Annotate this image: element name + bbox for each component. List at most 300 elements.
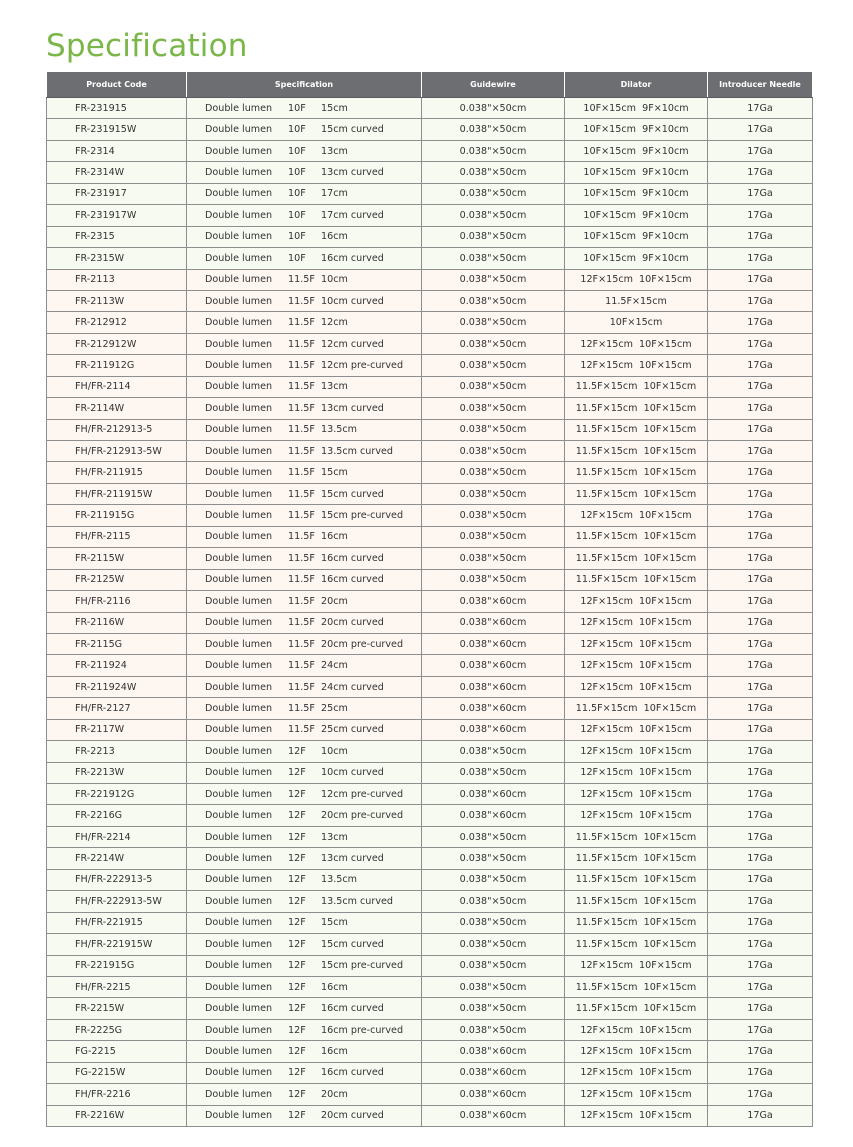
cell-guidewire: 0.038"×50cm [422,934,565,955]
cell-introducer-needle: 17Ga [708,269,813,290]
spec-lumen: Double lumen [205,767,273,779]
spec-lumen: Double lumen [205,574,273,586]
cell-product-code: FH/FR-221915W [47,934,187,955]
cell-guidewire: 0.038"×60cm [422,719,565,740]
cell-product-code: FR-2216W [47,1105,187,1126]
cell-dilator: 12F×15cm 10F×15cm [565,612,708,633]
cell-dilator: 12F×15cm 10F×15cm [565,333,708,354]
cell-guidewire: 0.038"×50cm [422,355,565,376]
cell-specification [187,934,422,955]
cell-guidewire: 0.038"×50cm [422,569,565,590]
spec-length: 16cm curved [321,1067,384,1079]
cell-dilator: 11.5F×15cm 10F×15cm [565,548,708,569]
table-row [47,333,813,354]
spec-length: 10cm curved [321,767,384,779]
cell-dilator: 11.5F×15cm 10F×15cm [565,976,708,997]
spec-lumen: Double lumen [205,1110,273,1122]
cell-dilator: 12F×15cm 10F×15cm [565,633,708,654]
table-row [47,462,813,483]
spec-length: 16cm curved [321,252,384,264]
table-row [47,355,813,376]
table-header-row [47,72,813,98]
cell-product-code: FH/FR-211915W [47,483,187,504]
cell-product-code: FH/FR-2114 [47,376,187,397]
cell-specification [187,1084,422,1105]
cell-dilator: 11.5F×15cm 10F×15cm [565,419,708,440]
cell-dilator: 10F×15cm 9F×10cm [565,162,708,183]
cell-guidewire: 0.038"×60cm [422,1084,565,1105]
spec-length: 16cm curved [321,574,384,586]
spec-length: 10cm [321,274,348,286]
spec-length: 13.5cm curved [321,895,393,907]
spec-lumen: Double lumen [205,167,273,179]
cell-product-code: FH/FR-2215 [47,976,187,997]
table-row [47,762,813,783]
spec-length: 25cm curved [321,724,384,736]
cell-dilator: 11.5F×15cm 10F×15cm [565,483,708,504]
cell-guidewire: 0.038"×50cm [422,741,565,762]
cell-introducer-needle: 17Ga [708,505,813,526]
spec-french-size: 11.5F [288,595,315,607]
spec-french-size: 11.5F [288,574,315,586]
table-row [47,162,813,183]
cell-product-code: FR-211915G [47,505,187,526]
cell-dilator: 11.5F×15cm 10F×15cm [565,934,708,955]
cell-dilator: 12F×15cm 10F×15cm [565,676,708,697]
cell-specification [187,505,422,526]
spec-lumen: Double lumen [205,402,273,414]
cell-guidewire: 0.038"×60cm [422,612,565,633]
cell-introducer-needle: 17Ga [708,848,813,869]
table-row [47,248,813,269]
cell-introducer-needle: 17Ga [708,333,813,354]
spec-french-size: 12F [288,938,306,950]
spec-length: 13cm [321,381,348,393]
cell-product-code: FR-2214W [47,848,187,869]
cell-introducer-needle: 17Ga [708,784,813,805]
cell-guidewire: 0.038"×50cm [422,376,565,397]
cell-introducer-needle: 17Ga [708,483,813,504]
cell-product-code: FR-231915W [47,119,187,140]
cell-specification [187,891,422,912]
cell-product-code: FR-2113 [47,269,187,290]
cell-product-code: FR-2116W [47,612,187,633]
spec-french-size: 10F [288,252,306,264]
cell-guidewire: 0.038"×50cm [422,548,565,569]
cell-specification [187,741,422,762]
cell-guidewire: 0.038"×50cm [422,998,565,1019]
cell-product-code: FH/FR-211915 [47,462,187,483]
cell-specification [187,376,422,397]
cell-product-code: FR-221912G [47,784,187,805]
cell-dilator: 10F×15cm 9F×10cm [565,205,708,226]
cell-guidewire: 0.038"×60cm [422,1062,565,1083]
cell-guidewire: 0.038"×50cm [422,183,565,204]
cell-specification [187,676,422,697]
cell-product-code: FH/FR-212913-5W [47,441,187,462]
spec-length: 20cm [321,1088,348,1100]
table-row [47,848,813,869]
cell-dilator: 12F×15cm 10F×15cm [565,1105,708,1126]
spec-lumen: Double lumen [205,660,273,672]
table-row [47,483,813,504]
cell-introducer-needle: 17Ga [708,676,813,697]
table-row [47,441,813,462]
spec-french-size: 12F [288,853,306,865]
cell-guidewire: 0.038"×50cm [422,226,565,247]
cell-dilator: 12F×15cm 10F×15cm [565,1019,708,1040]
spec-length: 12cm pre-curved [321,788,404,800]
spec-french-size: 12F [288,960,306,972]
cell-product-code: FH/FR-212913-5 [47,419,187,440]
spec-length: 13.5cm [321,424,357,436]
spec-lumen: Double lumen [205,724,273,736]
cell-product-code: FR-2315W [47,248,187,269]
spec-length: 15cm [321,102,348,114]
table-row [47,398,813,419]
header-guidewire: Guidewire [422,72,565,98]
cell-introducer-needle: 17Ga [708,548,813,569]
cell-dilator: 12F×15cm 10F×15cm [565,591,708,612]
cell-product-code: FR-2216G [47,805,187,826]
spec-length: 12cm pre-curved [321,359,404,371]
header-specification: Specification [187,72,422,98]
table-row [47,912,813,933]
cell-product-code: FG-2215 [47,1041,187,1062]
cell-dilator: 12F×15cm 10F×15cm [565,741,708,762]
cell-dilator: 10F×15cm 9F×10cm [565,183,708,204]
cell-product-code: FR-211924 [47,655,187,676]
cell-product-code: FH/FR-2115 [47,526,187,547]
spec-lumen: Double lumen [205,595,273,607]
table-row [47,1105,813,1126]
cell-dilator: 11.5F×15cm [565,290,708,311]
cell-product-code: FR-221915G [47,955,187,976]
spec-table [46,71,813,1127]
cell-product-code: FR-211912G [47,355,187,376]
table-row [47,226,813,247]
spec-french-size: 10F [288,167,306,179]
cell-introducer-needle: 17Ga [708,741,813,762]
table-row [47,376,813,397]
cell-guidewire: 0.038"×60cm [422,633,565,654]
cell-introducer-needle: 17Ga [708,140,813,161]
spec-french-size: 10F [288,188,306,200]
table-row [47,312,813,333]
table-row [47,612,813,633]
table-body [47,98,813,1127]
spec-lumen: Double lumen [205,917,273,929]
cell-guidewire: 0.038"×50cm [422,869,565,890]
cell-introducer-needle: 17Ga [708,762,813,783]
cell-introducer-needle: 17Ga [708,290,813,311]
cell-specification [187,912,422,933]
cell-specification [187,848,422,869]
cell-specification [187,1041,422,1062]
cell-guidewire: 0.038"×50cm [422,462,565,483]
cell-introducer-needle: 17Ga [708,655,813,676]
table-row [47,419,813,440]
cell-introducer-needle: 17Ga [708,376,813,397]
spec-french-size: 11.5F [288,681,315,693]
cell-specification [187,869,422,890]
spec-length: 15cm curved [321,488,384,500]
spec-lumen: Double lumen [205,874,273,886]
cell-introducer-needle: 17Ga [708,826,813,847]
cell-guidewire: 0.038"×50cm [422,333,565,354]
spec-length: 15cm [321,467,348,479]
cell-product-code: FR-2213W [47,762,187,783]
cell-introducer-needle: 17Ga [708,698,813,719]
cell-introducer-needle: 17Ga [708,1105,813,1126]
cell-introducer-needle: 17Ga [708,805,813,826]
cell-dilator: 12F×15cm 10F×15cm [565,784,708,805]
spec-french-size: 12F [288,1110,306,1122]
cell-guidewire: 0.038"×50cm [422,98,565,119]
cell-product-code: FR-2213 [47,741,187,762]
table-row [47,719,813,740]
spec-french-size: 11.5F [288,724,315,736]
cell-product-code: FR-212912W [47,333,187,354]
table-row [47,1019,813,1040]
cell-introducer-needle: 17Ga [708,869,813,890]
cell-introducer-needle: 17Ga [708,226,813,247]
page-title: Specification [46,28,248,64]
cell-product-code: FR-2215W [47,998,187,1019]
cell-dilator: 11.5F×15cm 10F×15cm [565,848,708,869]
cell-guidewire: 0.038"×60cm [422,1041,565,1062]
cell-introducer-needle: 17Ga [708,912,813,933]
spec-french-size: 12F [288,1067,306,1079]
spec-lumen: Double lumen [205,702,273,714]
spec-french-size: 11.5F [288,488,315,500]
table-row [47,955,813,976]
cell-product-code: FR-2113W [47,290,187,311]
spec-french-size: 11.5F [288,317,315,329]
spec-lumen: Double lumen [205,1067,273,1079]
table-row [47,548,813,569]
spec-length: 13cm curved [321,402,384,414]
cell-product-code: FH/FR-2127 [47,698,187,719]
table-row [47,869,813,890]
cell-introducer-needle: 17Ga [708,719,813,740]
spec-french-size: 11.5F [288,510,315,522]
cell-dilator: 11.5F×15cm 10F×15cm [565,698,708,719]
cell-dilator: 11.5F×15cm 10F×15cm [565,398,708,419]
spec-french-size: 11.5F [288,445,315,457]
cell-specification [187,162,422,183]
cell-specification [187,826,422,847]
cell-introducer-needle: 17Ga [708,441,813,462]
spec-french-size: 10F [288,231,306,243]
spec-lumen: Double lumen [205,124,273,136]
cell-product-code: FR-231915 [47,98,187,119]
cell-introducer-needle: 17Ga [708,591,813,612]
table-row [47,741,813,762]
cell-specification [187,205,422,226]
spec-french-size: 11.5F [288,359,315,371]
spec-lumen: Double lumen [205,981,273,993]
cell-specification [187,976,422,997]
cell-specification [187,333,422,354]
spec-french-size: 12F [288,1088,306,1100]
spec-french-size: 11.5F [288,295,315,307]
spec-lumen: Double lumen [205,788,273,800]
table-row [47,1084,813,1105]
spec-french-size: 10F [288,124,306,136]
cell-specification [187,290,422,311]
cell-specification [187,548,422,569]
spec-lumen: Double lumen [205,831,273,843]
cell-guidewire: 0.038"×60cm [422,1105,565,1126]
cell-guidewire: 0.038"×50cm [422,526,565,547]
spec-french-size: 11.5F [288,638,315,650]
cell-dilator: 11.5F×15cm 10F×15cm [565,869,708,890]
cell-specification [187,419,422,440]
spec-french-size: 11.5F [288,424,315,436]
spec-french-size: 12F [288,745,306,757]
cell-product-code: FH/FR-221915 [47,912,187,933]
spec-lumen: Double lumen [205,617,273,629]
table-row [47,784,813,805]
spec-length: 15cm curved [321,124,384,136]
header-introducer-needle: Introducer Needle [708,72,813,98]
cell-guidewire: 0.038"×50cm [422,269,565,290]
cell-dilator: 11.5F×15cm 10F×15cm [565,376,708,397]
spec-lumen: Double lumen [205,531,273,543]
table-row [47,826,813,847]
cell-introducer-needle: 17Ga [708,355,813,376]
cell-dilator: 11.5F×15cm 10F×15cm [565,891,708,912]
cell-specification [187,762,422,783]
spec-french-size: 10F [288,145,306,157]
spec-lumen: Double lumen [205,252,273,264]
table-row [47,526,813,547]
cell-introducer-needle: 17Ga [708,312,813,333]
cell-dilator: 10F×15cm [565,312,708,333]
cell-dilator: 10F×15cm 9F×10cm [565,140,708,161]
spec-lumen: Double lumen [205,209,273,221]
table-row [47,591,813,612]
cell-guidewire: 0.038"×50cm [422,976,565,997]
cell-guidewire: 0.038"×50cm [422,891,565,912]
spec-lumen: Double lumen [205,510,273,522]
cell-dilator: 12F×15cm 10F×15cm [565,1041,708,1062]
spec-length: 16cm [321,531,348,543]
cell-product-code: FH/FR-222913-5 [47,869,187,890]
cell-specification [187,719,422,740]
cell-product-code: FR-2225G [47,1019,187,1040]
cell-dilator: 11.5F×15cm 10F×15cm [565,441,708,462]
spec-lumen: Double lumen [205,681,273,693]
cell-dilator: 12F×15cm 10F×15cm [565,1084,708,1105]
cell-product-code: FR-2125W [47,569,187,590]
cell-dilator: 12F×15cm 10F×15cm [565,655,708,676]
cell-introducer-needle: 17Ga [708,1041,813,1062]
cell-specification [187,655,422,676]
spec-length: 13cm curved [321,853,384,865]
spec-length: 17cm [321,188,348,200]
cell-guidewire: 0.038"×50cm [422,1019,565,1040]
table-row [47,140,813,161]
cell-specification [187,269,422,290]
spec-lumen: Double lumen [205,274,273,286]
cell-specification [187,312,422,333]
cell-guidewire: 0.038"×60cm [422,784,565,805]
cell-specification [187,955,422,976]
cell-product-code: FR-2314W [47,162,187,183]
spec-french-size: 12F [288,1024,306,1036]
spec-lumen: Double lumen [205,188,273,200]
cell-product-code: FR-231917 [47,183,187,204]
cell-specification [187,698,422,719]
header-dilator: Dilator [565,72,708,98]
cell-product-code: FR-2117W [47,719,187,740]
cell-dilator: 10F×15cm 9F×10cm [565,248,708,269]
spec-lumen: Double lumen [205,810,273,822]
table-row [47,205,813,226]
cell-dilator: 11.5F×15cm 10F×15cm [565,569,708,590]
cell-guidewire: 0.038"×50cm [422,398,565,419]
spec-length: 20cm curved [321,617,384,629]
spec-french-size: 12F [288,1045,306,1057]
spec-lumen: Double lumen [205,488,273,500]
cell-product-code: FR-2114W [47,398,187,419]
spec-lumen: Double lumen [205,745,273,757]
cell-specification [187,226,422,247]
spec-length: 16cm [321,981,348,993]
table-row [47,569,813,590]
cell-specification [187,462,422,483]
cell-introducer-needle: 17Ga [708,398,813,419]
cell-specification [187,119,422,140]
cell-dilator: 12F×15cm 10F×15cm [565,805,708,826]
cell-dilator: 11.5F×15cm 10F×15cm [565,526,708,547]
cell-dilator: 12F×15cm 10F×15cm [565,355,708,376]
spec-french-size: 12F [288,917,306,929]
spec-french-size: 11.5F [288,338,315,350]
spec-french-size: 11.5F [288,552,315,564]
cell-specification [187,998,422,1019]
spec-french-size: 11.5F [288,617,315,629]
cell-product-code: FH/FR-2116 [47,591,187,612]
table-row [47,676,813,697]
cell-introducer-needle: 17Ga [708,183,813,204]
cell-introducer-needle: 17Ga [708,1019,813,1040]
spec-lumen: Double lumen [205,1088,273,1100]
spec-length: 24cm curved [321,681,384,693]
spec-length: 20cm [321,595,348,607]
spec-lumen: Double lumen [205,853,273,865]
spec-length: 17cm curved [321,209,384,221]
cell-guidewire: 0.038"×50cm [422,162,565,183]
cell-specification [187,1062,422,1083]
cell-guidewire: 0.038"×60cm [422,591,565,612]
cell-guidewire: 0.038"×60cm [422,698,565,719]
table-row [47,891,813,912]
spec-length: 24cm [321,660,348,672]
spec-length: 12cm curved [321,338,384,350]
cell-introducer-needle: 17Ga [708,205,813,226]
spec-lumen: Double lumen [205,381,273,393]
cell-specification [187,805,422,826]
table-row [47,505,813,526]
spec-lumen: Double lumen [205,938,273,950]
cell-product-code: FG-2215W [47,1062,187,1083]
cell-product-code: FR-211924W [47,676,187,697]
spec-french-size: 11.5F [288,467,315,479]
cell-specification [187,183,422,204]
